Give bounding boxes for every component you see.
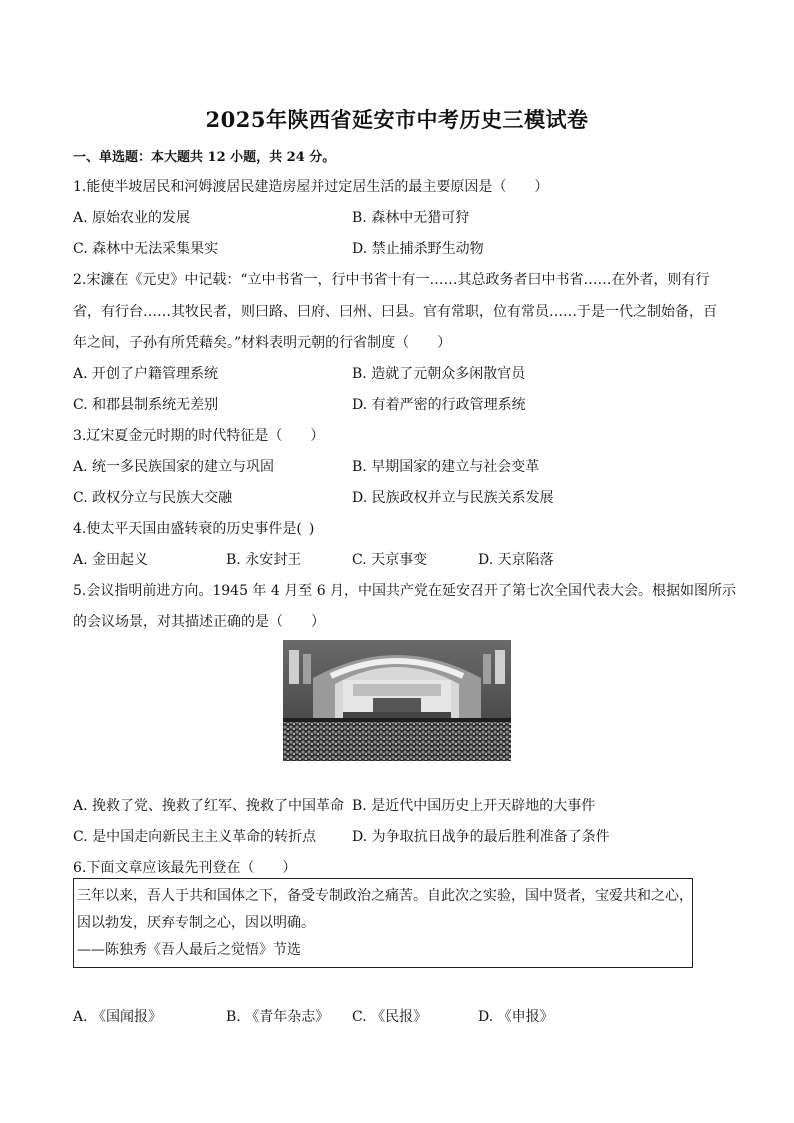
question-6-option-a: A. 《国闻报》 (73, 1009, 163, 1025)
question-6-option-b: B. 《青年杂志》 (226, 1009, 330, 1025)
question-6-option-d: D. 《申报》 (478, 1009, 554, 1025)
material-source: ——陈独秀《吾人最后之觉悟》节选 (77, 942, 301, 958)
question-2-option-b: B. 造就了元朝众多闲散官员 (352, 366, 526, 382)
question-2-stem-line: 2.宋濂在《元史》中记载：“立中书省一，行中书省十有一……其总政务者曰中书省……在外者，则有行 (73, 272, 710, 288)
question-5-option-b: B. 是近代中国历史上开天辟地的大事件 (352, 798, 596, 814)
question-2-stem-line: 省，有行台……其牧民者，则曰路、曰府、曰州、曰县。官有常职，位有常员……于是一代之制始备，百 (73, 304, 717, 320)
question-3-option-c: C. 政权分立与民族大交融 (73, 490, 233, 506)
question-6-stem: 6.下面文章应该最先刊登在（ ） (73, 860, 297, 876)
question-1-option-a: A. 原始农业的发展 (73, 210, 191, 226)
material-line: 因以勃发，厌弃专制之心，因以明确。 (77, 915, 315, 931)
section-header: 一、单选题：本大题共 12 小题，共 24 分。 (73, 150, 336, 165)
material-box (73, 878, 693, 968)
question-5-option-a: A. 挽救了党、挽救了红军、挽救了中国革命 (73, 798, 345, 814)
question-2-option-c: C. 和郡县制系统无差别 (73, 397, 219, 413)
question-1-option-d: D. 禁止捕杀野生动物 (352, 241, 484, 257)
page-title: 2025年陕西省延安市中考历史三模试卷 (205, 107, 589, 132)
question-4-option-a: A. 金田起义 (73, 552, 149, 568)
congress-hall-photo (283, 640, 511, 761)
question-5-stem-line: 5.会议指明前进方向。1945 年 4 月至 6 月，中国共产党在延安召开了第七次全国代表大会。根据如图所示 (73, 583, 737, 599)
question-5-option-c: C. 是中国走向新民主主义革命的转折点 (73, 829, 317, 845)
question-5-option-d: D. 为争取抗日战争的最后胜利准备了条件 (352, 829, 610, 845)
question-1-option-b: B. 森林中无猎可狩 (352, 210, 470, 226)
question-4-option-d: D. 天京陷落 (478, 552, 554, 568)
question-2-stem-line: 年之间，子孙有所凭藉矣。”材料表明元朝的行省制度（ ） (73, 335, 452, 351)
question-6-option-c: C. 《民报》 (352, 1009, 428, 1025)
question-2-option-a: A. 开创了户籍管理系统 (73, 366, 219, 382)
question-5-stem-line: 的会议场景，对其描述正确的是（ ） (73, 614, 325, 630)
question-3-option-d: D. 民族政权并立与民族关系发展 (352, 490, 554, 506)
question-4-option-b: B. 永安封王 (226, 552, 302, 568)
question-3-option-a: A. 统一多民族国家的建立与巩固 (73, 459, 275, 475)
question-2-option-d: D. 有着严密的行政管理系统 (352, 397, 526, 413)
material-line: 三年以来，吾人于共和国体之下，备受专制政治之痛苦。自此次之实验，国中贤者，宝爱共和之心， (77, 888, 693, 904)
question-4-stem: 4.使太平天国由盛转衰的历史事件是( ) (73, 521, 315, 537)
question-4-option-c: C. 天京事变 (352, 552, 428, 568)
question-1-stem: 1.能使半坡居民和河姆渡居民建造房屋并过定居生活的最主要原因是（ ） (73, 179, 549, 195)
question-3-stem: 3.辽宋夏金元时期的时代特征是（ ） (73, 428, 325, 444)
question-3-option-b: B. 早期国家的建立与社会变革 (352, 459, 540, 475)
question-1-option-c: C. 森林中无法采集果实 (73, 241, 219, 257)
